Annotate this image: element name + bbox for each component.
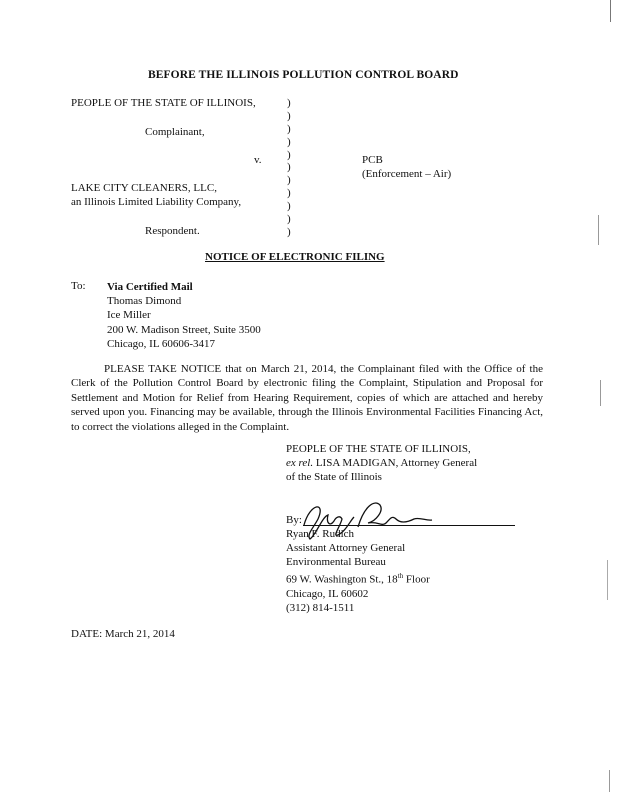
- signer-bureau: Environmental Bureau: [286, 556, 386, 569]
- to-label: To:: [71, 280, 86, 292]
- street-prefix: 69 W. Washington St., 18: [286, 574, 398, 587]
- paren: ): [287, 97, 291, 109]
- street-suffix: Floor: [403, 574, 430, 587]
- signer-title: Assistant Attorney General: [286, 542, 406, 555]
- recipient-city: Chicago, IL 60606-3417: [107, 337, 216, 350]
- recipient-street: 200 W. Madison Street, Suite 3500: [107, 323, 261, 336]
- notice-paragraph: PLEASE TAKE NOTICE that on March 21, 2014, the Complainant filed with the Office of the Clerk of the Pollution Control Board by electronic filing the Complaint, Stipulation and Proposal for Settlement and Motion for Relief from Hearing Requirement, copies of which are attached and hereby served upon you. Financing may be available, through the Illinois Environmental Facilities Financing Act, to correct the violations alleged in the Complaint.: [71, 363, 543, 433]
- ag-line: [286, 456, 477, 470]
- versus-label: v.: [254, 154, 262, 166]
- plaintiff-role: Complainant,: [145, 126, 205, 138]
- case-type: (Enforcement – Air): [362, 168, 452, 180]
- document-title: BEFORE THE ILLINOIS POLLUTION CONTROL BOARD: [148, 69, 459, 81]
- signer-phone: (312) 814-1511: [286, 602, 355, 615]
- defendant-name: LAKE CITY CLEANERS, LLC,: [71, 182, 217, 194]
- paren: ): [287, 122, 291, 135]
- notice-body: [71, 362, 543, 434]
- paren: ): [287, 135, 291, 148]
- signer-city: Chicago, IL 60602: [286, 588, 369, 601]
- scan-artifact: [609, 770, 610, 792]
- signer-street: [286, 569, 477, 587]
- signer-name: Ryan F. Rudich: [286, 527, 355, 540]
- notice-title: NOTICE OF ELECTRONIC FILING: [205, 251, 385, 263]
- paren: ): [287, 200, 291, 213]
- recipient-name: Thomas Dimond: [107, 295, 182, 308]
- date-line: DATE: March 21, 2014: [71, 628, 175, 640]
- defendant-role: Respondent.: [145, 225, 200, 237]
- paren: ): [287, 174, 291, 187]
- recipient-address: [107, 280, 261, 351]
- scan-artifact: [610, 0, 611, 22]
- recipient-firm: Ice Miller: [107, 309, 151, 322]
- state-line: of the State of Illinois: [286, 471, 382, 484]
- paren: ): [287, 148, 291, 161]
- caption-parentheses: [287, 97, 297, 239]
- defendant-description: an Illinois Limited Liability Company,: [71, 196, 242, 208]
- paren: ): [287, 213, 291, 226]
- scan-artifact: [598, 215, 599, 245]
- scan-artifact: [600, 380, 601, 406]
- case-label: PCB: [362, 154, 383, 166]
- paren: ): [287, 109, 291, 122]
- ex-rel-text: ex rel.: [286, 457, 314, 470]
- paren: ): [287, 225, 291, 238]
- ag-name: LISA MADIGAN, Attorney General: [313, 457, 478, 470]
- street-sup: th: [397, 572, 404, 581]
- scan-artifact: [607, 560, 608, 600]
- paren: ): [287, 161, 291, 174]
- signing-party: PEOPLE OF THE STATE OF ILLINOIS,: [286, 443, 471, 455]
- paren: ): [287, 187, 291, 200]
- handwritten-signature: [296, 497, 436, 542]
- by-label: By:: [286, 513, 302, 526]
- delivery-method: Via Certified Mail: [107, 281, 193, 293]
- plaintiff-name: PEOPLE OF THE STATE OF ILLINOIS,: [71, 97, 256, 109]
